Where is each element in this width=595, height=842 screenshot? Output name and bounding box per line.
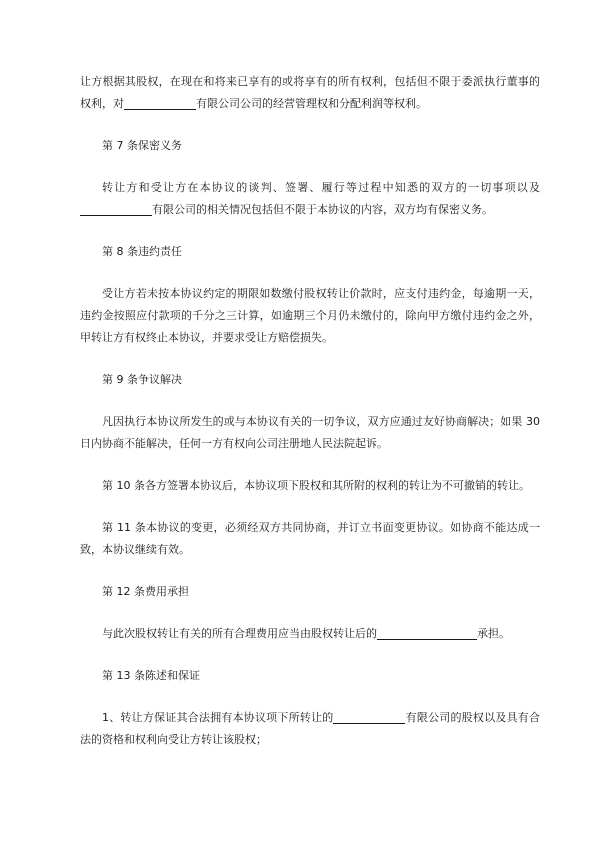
article-9-body: 凡因执行本协议所发生的或与本协议有关的一切争议，双方应通过友好协商解决；如果 30 日内协商不能解决，任何一方有权向公司注册地人民法院起诉。	[80, 415, 540, 450]
fill-blank	[80, 202, 152, 216]
text: 与此次股权转让有关的所有合理费用应当由股权转让后的	[102, 627, 377, 640]
article-7-heading: 第 7 条保密义务	[102, 139, 182, 152]
text: 有限公司的股权以及具有合法的资格和权利向受让方转让该股权；	[80, 711, 540, 746]
article-9-heading: 第 9 条争议解决	[102, 373, 182, 386]
article-12-heading: 第 12 条费用承担	[102, 585, 189, 598]
article-8-body: 受让方若未按本协议约定的期限如数缴付股权转让价款时，应支付违约金，每逾期一天，违约金按照应付款项的千分之三计算，如逾期三个月仍未缴付的，除向甲方缴付违约金之外，甲转让方有权终止本协议，并要求受让方赔偿损失。	[80, 287, 540, 344]
article-10-body: 第 10 条各方签署本协议后，本协议项下股权和其所附的权利的转让为不可撤销的转让。	[102, 479, 530, 492]
text: 让方根据其股权，在现在和将来已享有的或将享有的所有权利，包括但不限于委派执行董事的权利，对	[80, 75, 540, 110]
article-13-clause-1	[80, 707, 540, 751]
article-7-body	[80, 177, 540, 221]
text: 1、转让方保证其合法拥有本协议项下所转让的	[102, 711, 334, 724]
fill-blank	[333, 710, 405, 724]
fill-blank	[124, 96, 196, 110]
text: 有限公司公司的经营管理权和分配利润等权利。	[196, 97, 427, 110]
document-page	[80, 71, 540, 751]
fill-blank	[377, 626, 477, 640]
text: 转让方和受让方在本协议的谈判、签署、履行等过程中知悉的双方的一切事项以及	[102, 181, 540, 194]
article-8-heading: 第 8 条违约责任	[102, 245, 182, 258]
article-13-heading: 第 13 条陈述和保证	[102, 669, 200, 682]
paragraph-continuation	[80, 71, 540, 115]
text: 承担。	[477, 627, 510, 640]
article-12-body	[80, 623, 540, 645]
text: 有限公司的相关情况包括但不限于本协议的内容，双方均有保密义务。	[152, 203, 493, 216]
article-11-body: 第 11 条本协议的变更，必须经双方共同协商，并订立书面变更协议。如协商不能达成一致，本协议继续有效。	[80, 521, 540, 556]
